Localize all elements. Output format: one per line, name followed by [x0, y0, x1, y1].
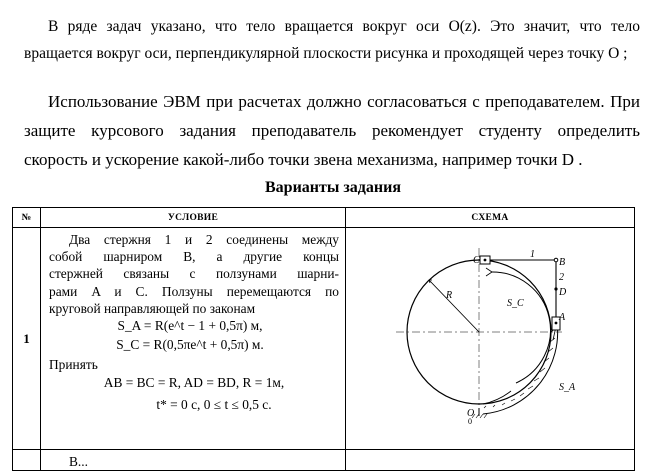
intro-paragraph	[24, 13, 640, 67]
point-d	[554, 287, 557, 290]
label-zero: 0	[468, 417, 472, 426]
section-title: Варианты задания	[265, 179, 401, 196]
row-condition	[41, 228, 346, 450]
note-paragraph	[24, 87, 640, 174]
label-a: A	[559, 312, 566, 323]
label-sa: S_A	[559, 382, 576, 393]
accept-label: Принять	[49, 357, 98, 373]
given-values: AB = BC = R, AD = BD, R = 1м,	[103, 374, 285, 390]
cond-line: собой шарниром B, а другие концы	[49, 249, 339, 265]
label-r: R	[446, 290, 453, 301]
guide-hatching	[484, 328, 556, 408]
cond-line: круговой направляющей по законам	[49, 300, 256, 316]
label-rod-2: 2	[559, 272, 564, 283]
row-number: 1	[13, 228, 41, 450]
note-line-2: защите курсового задания преподаватель рекомендует студенту определить	[24, 121, 640, 140]
header-num: №	[13, 208, 41, 228]
law-a: S_A = R(e^t − 1 + 0,5π) м,	[117, 318, 263, 334]
label-d: D	[559, 287, 567, 298]
cond-line: Два стержня 1 и 2 соединены между	[69, 232, 339, 247]
note-line-3: скорость и ускорение какой-либо точки звена механизма, например точки D .	[24, 150, 583, 169]
label-o: O	[467, 408, 475, 419]
time-values: t* = 0 с, 0 ≤ t ≤ 0,5 с.	[156, 396, 272, 412]
row2-condition: В...	[41, 450, 346, 471]
label-rod-1: 1	[530, 249, 535, 260]
arc-sc	[491, 272, 550, 383]
intro-line-1: В ряде задач указано, что тело вращается вокруг оси O(z). Это значит, что тело	[48, 18, 640, 35]
intro-line-2: вращается вокруг оси, перпендикулярной плоскости рисунка и проходящей через точку O ;	[24, 45, 628, 62]
cond-line: стержней связаны с ползунами шарни-	[49, 266, 339, 282]
header-scheme: СХЕМА	[346, 208, 635, 228]
table-row	[13, 450, 635, 471]
header-condition: УСЛОВИЕ	[41, 208, 346, 228]
label-c: C	[473, 255, 480, 266]
mechanism-diagram	[346, 228, 635, 444]
row-scheme	[346, 228, 635, 450]
variants-table	[12, 207, 635, 471]
note-line-1: Использование ЭВМ при расчетах должно согласоваться с преподавателем. При	[48, 92, 640, 111]
radius-line	[429, 280, 479, 332]
law-c: S_C = R(0,5πe^t + 0,5π) м.	[116, 337, 264, 353]
joint-b	[554, 258, 558, 262]
table-row	[13, 228, 635, 450]
cond-line: рами A и C. Ползуны перемещаются по	[49, 283, 339, 299]
table-header-row	[13, 208, 635, 228]
label-sc: S_C	[507, 298, 524, 309]
label-b: B	[559, 257, 566, 268]
